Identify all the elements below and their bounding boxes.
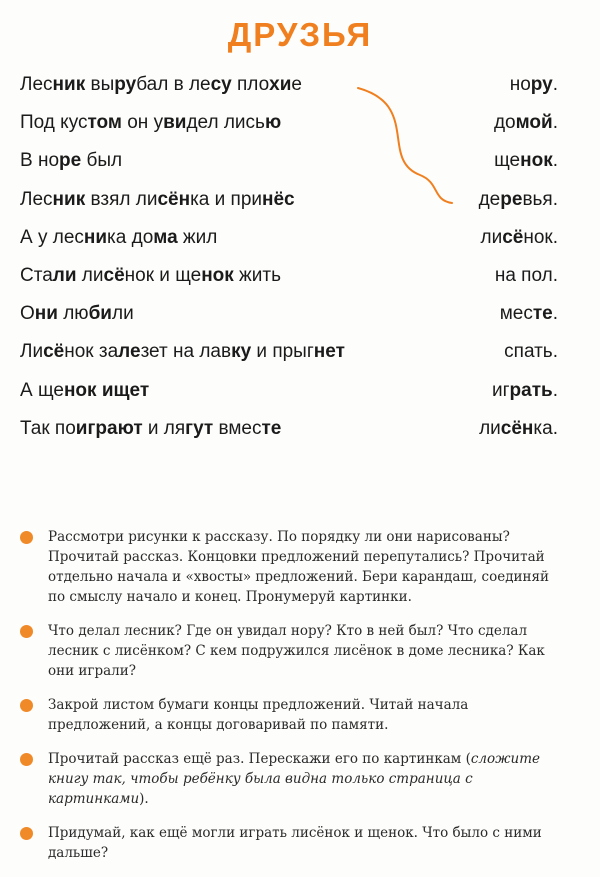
- syllable: де: [478, 188, 501, 210]
- syllable: Ли: [20, 341, 44, 363]
- sentence-end[interactable]: [510, 66, 558, 104]
- stressed-syllable: том: [87, 112, 122, 134]
- sentence-start[interactable]: [20, 257, 281, 295]
- syllable: Под кус: [20, 112, 88, 134]
- sentence-row: [20, 295, 558, 333]
- bullet-icon: [20, 827, 33, 840]
- sentence-start[interactable]: [20, 372, 149, 410]
- sentence-start[interactable]: [20, 333, 345, 371]
- syllable: ли: [76, 264, 104, 286]
- syllable: нок за: [64, 341, 119, 363]
- task-text: Прочитай рассказ ещё раз. Перескажи его по картинкам (: [48, 751, 471, 767]
- sentence-row: [20, 181, 558, 219]
- stressed-syllable: ни: [83, 226, 108, 248]
- stressed-syllable: ищет: [101, 379, 150, 401]
- stressed-syllable: нет: [313, 341, 345, 363]
- sentence-end[interactable]: [495, 257, 558, 295]
- syllable: .: [552, 303, 558, 325]
- stressed-syllable: ни: [34, 303, 58, 325]
- syllable: Лес: [20, 74, 53, 95]
- syllable: до: [493, 112, 516, 134]
- stressed-syllable: ле: [118, 341, 141, 363]
- sentence-end[interactable]: [494, 142, 558, 180]
- stressed-syllable: рать: [509, 379, 553, 401]
- syllable: был: [81, 150, 123, 172]
- bullet-icon: [20, 699, 33, 712]
- syllable: вмес: [213, 417, 262, 439]
- task-item: [20, 695, 560, 735]
- syllable: он у: [121, 112, 164, 134]
- syllable: Лес: [20, 188, 53, 210]
- syllable: бал в ле: [136, 74, 211, 95]
- syllable: е: [291, 74, 302, 95]
- syllable: жить: [233, 264, 281, 286]
- syllable: Ста: [20, 264, 53, 286]
- syllable: но: [509, 74, 531, 95]
- stressed-syllable: ре: [59, 150, 82, 172]
- stressed-syllable: ют: [117, 417, 143, 439]
- sentence-row: [20, 372, 558, 410]
- sentence-start[interactable]: [20, 104, 281, 142]
- stressed-syllable: ку: [231, 341, 252, 363]
- stressed-syllable: сён: [500, 417, 534, 439]
- sentence-start[interactable]: [20, 295, 134, 333]
- sentence-rows: [20, 66, 558, 448]
- bullet-icon: [20, 531, 33, 544]
- sentence-end[interactable]: [481, 219, 559, 257]
- stressed-syllable: те: [532, 303, 553, 325]
- stressed-syllable: ру: [114, 74, 137, 95]
- stressed-syllable: нок: [63, 379, 97, 401]
- stressed-syllable: ру: [530, 74, 553, 95]
- sentence-start[interactable]: [20, 142, 122, 180]
- stressed-syllable: ви: [163, 112, 187, 134]
- syllable: .: [552, 112, 558, 134]
- stressed-syllable: сён: [157, 188, 191, 210]
- stressed-syllable: нёс: [262, 188, 295, 210]
- syllable: мес: [499, 303, 533, 325]
- sentence-row: [20, 257, 558, 295]
- sentence-start[interactable]: [20, 219, 217, 257]
- stressed-syllable: сё: [502, 226, 524, 248]
- task-text: сложите книгу так, чтобы ребёнку была видна только страница с картинками: [48, 751, 540, 807]
- syllable: и ля: [142, 417, 186, 439]
- syllable: нок и ще: [124, 264, 202, 286]
- syllable: вья.: [522, 188, 558, 210]
- stressed-syllable: игра: [75, 417, 118, 439]
- task-text: Придумай, как ещё могли играть лисёнок и щенок. Что было с ними дальше?: [48, 825, 542, 861]
- syllable: ка и при: [190, 188, 263, 210]
- sentence-row: [20, 410, 558, 448]
- sentence-row: [20, 219, 558, 257]
- stressed-syllable: мой: [515, 112, 553, 134]
- syllable: О: [20, 303, 35, 325]
- sentence-end[interactable]: [479, 410, 558, 448]
- bullet-icon: [20, 753, 33, 766]
- syllable: пло: [231, 74, 270, 95]
- syllable: спать.: [504, 341, 558, 363]
- syllable: ка до: [107, 226, 154, 248]
- stressed-syllable: хи: [269, 74, 292, 95]
- task-item: [20, 621, 560, 681]
- sentence-end[interactable]: [494, 104, 558, 142]
- stressed-syllable: сё: [43, 341, 65, 363]
- sentence-start[interactable]: [20, 181, 295, 219]
- stressed-syllable: ре: [500, 188, 523, 210]
- sentence-end[interactable]: [492, 372, 558, 410]
- stressed-syllable: су: [210, 74, 232, 95]
- task-item: [20, 749, 560, 809]
- stressed-syllable: те: [261, 417, 282, 439]
- syllable: вы: [85, 74, 115, 95]
- syllable: ще: [494, 150, 521, 172]
- syllable: дел лись: [186, 112, 265, 134]
- sentence-start[interactable]: [20, 66, 302, 104]
- syllable: .: [552, 379, 558, 401]
- sentence-start[interactable]: [20, 410, 281, 448]
- syllable: лю: [57, 303, 89, 325]
- syllable: ли: [111, 303, 134, 325]
- syllable: .: [552, 150, 558, 172]
- syllable: ли: [480, 226, 503, 248]
- syllable: .: [552, 74, 558, 95]
- stressed-syllable: би: [88, 303, 112, 325]
- task-text: Что делал лесник? Где он увидал нору? Кто в ней был? Что сделал лесник с лисёнком? С кем подружился лисёнок в доме лесника? Как они играли?: [48, 623, 545, 679]
- stressed-syllable: ник: [52, 188, 86, 210]
- stressed-syllable: ма: [153, 226, 178, 248]
- bullet-icon: [20, 625, 33, 638]
- syllable: нок.: [523, 226, 558, 248]
- sentence-end[interactable]: [479, 181, 558, 219]
- sentence-end[interactable]: [500, 295, 558, 333]
- sentence-end[interactable]: [504, 333, 558, 371]
- task-text: ).: [139, 791, 149, 807]
- syllable: жил: [177, 226, 218, 248]
- stressed-syllable: нок: [201, 264, 234, 286]
- task-item: [20, 823, 560, 863]
- sentence-row: [20, 104, 558, 142]
- stressed-syllable: нок: [520, 150, 553, 172]
- stressed-syllable: сё: [103, 264, 125, 286]
- task-item: [20, 527, 560, 607]
- task-text: Рассмотри рисунки к рассказу. По порядку ли они нарисованы? Прочитай рассказ. Концовки предложений перепутались? Прочитай отдельно начала и «хвосты» предложений. Бери карандаш, соединяй по смыслу начало и конец. Пронумеруй картинки.: [48, 529, 550, 605]
- syllable: на пол.: [494, 264, 558, 286]
- syllable: В но: [20, 150, 60, 172]
- syllable: взял ли: [85, 188, 158, 210]
- stressed-syllable: ли: [52, 264, 77, 286]
- stressed-syllable: ю: [264, 112, 282, 134]
- syllable: зет на лав: [140, 341, 232, 363]
- stressed-syllable: ник: [52, 74, 86, 95]
- syllable: Так по: [20, 417, 76, 439]
- syllable: иг: [492, 379, 510, 401]
- syllable: А у лес: [20, 226, 84, 248]
- sentence-row: [20, 142, 558, 180]
- task-list: [20, 527, 560, 877]
- syllable: ка.: [533, 417, 558, 439]
- sentence-row: [20, 333, 558, 371]
- sentence-row: [20, 66, 558, 104]
- syllable: и прыг: [251, 341, 314, 363]
- task-text: Закрой листом бумаги концы предложений. Читай начала предложений, а концы договаривай по памяти.: [48, 697, 469, 733]
- syllable: А ще: [20, 379, 64, 401]
- syllable: ли: [479, 417, 501, 439]
- page-title: ДРУЗЬЯ: [227, 16, 373, 53]
- stressed-syllable: гут: [185, 417, 214, 439]
